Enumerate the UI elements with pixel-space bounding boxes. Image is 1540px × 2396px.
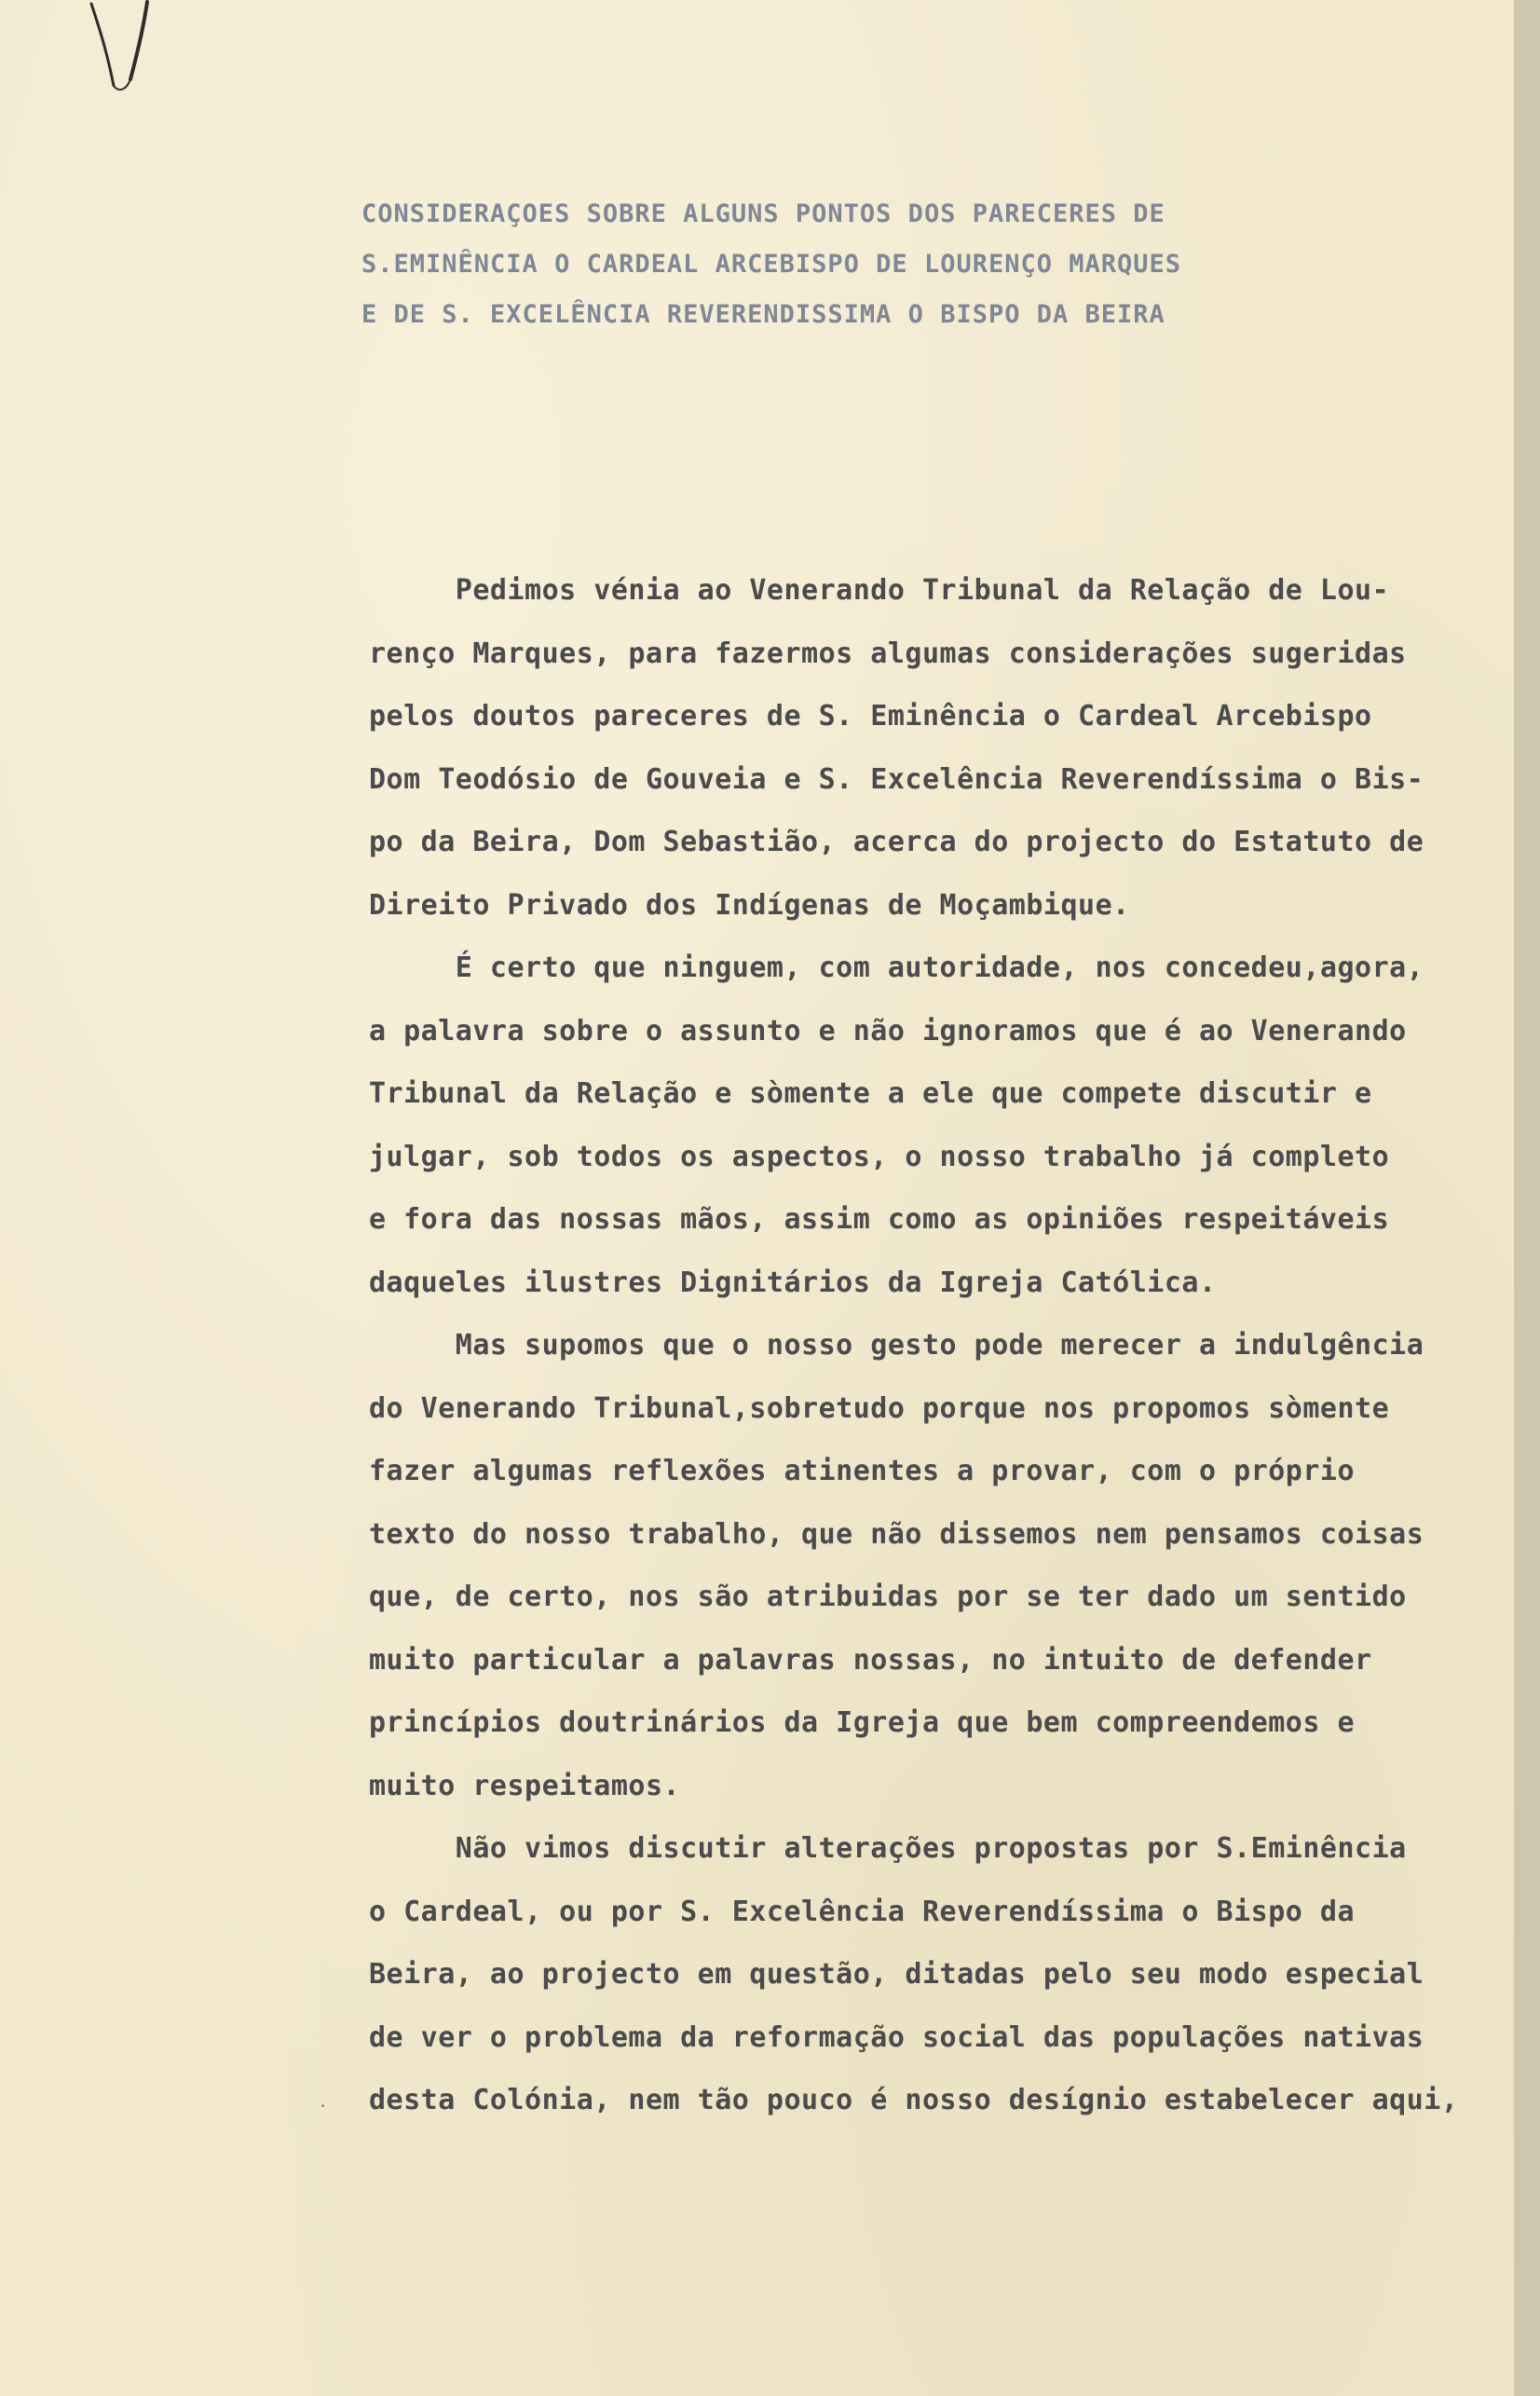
heading-line: CONSIDERAÇOES SOBRE ALGUNS PONTOS DOS PARECERES DE	[361, 199, 1165, 228]
body-line: Direito Privado dos Indígenas de Moçambique.	[369, 888, 1130, 922]
heading-line: E DE S. EXCELÊNCIA REVERENDISSIMA O BISPO DA BEIRA	[361, 300, 1165, 329]
body-line: e fora das nossas mãos, assim como as opiniões respeitáveis	[369, 1203, 1390, 1236]
background-edge	[1514, 0, 1540, 2396]
body-line: que, de certo, nos são atribuidas por se ter dado um sentido	[369, 1581, 1407, 1613]
body-line: julgar, sob todos os aspectos, o nosso trabalho já completo	[369, 1140, 1390, 1173]
body-line: o Cardeal, ou por S. Excelência Reverendíssima o Bispo da	[369, 1895, 1356, 1928]
document-heading	[361, 189, 1414, 340]
body-line: Pedimos vénia ao Venerando Tribunal da Relação de Lou-	[369, 574, 1390, 607]
ink-speck	[321, 2104, 324, 2107]
body-line: princípios doutrinários da Igreja que bem compreendemos e	[369, 1706, 1356, 1739]
body-line: pelos doutos pareceres de S. Eminência o Cardeal Arcebispo	[369, 700, 1372, 732]
body-line: do Venerando Tribunal,sobretudo porque nos propomos sòmente	[369, 1391, 1390, 1425]
body-line: Beira, ao projecto em questão, ditadas pelo seu modo especial	[369, 1958, 1424, 1991]
body-line: daqueles ilustres Dignitários da Igreja Católica.	[369, 1266, 1217, 1299]
body-line: muito respeitamos.	[369, 1769, 681, 1802]
body-line: fazer algumas reflexões atinentes a provar, com o próprio	[369, 1455, 1356, 1487]
body-line: Tribunal da Relação e sòmente a ele que compete discutir e	[369, 1077, 1372, 1110]
body-line: texto do nosso trabalho, que não dissemos nem pensamos coisas	[369, 1517, 1424, 1551]
body-line: a palavra sobre o assunto e não ignoramos que é ao Venerando	[369, 1014, 1407, 1047]
document-body	[369, 559, 1524, 2132]
body-line: Mas supomos que o nosso gesto pode merecer a indulgência	[369, 1329, 1424, 1362]
body-line: Dom Teodósio de Gouveia e S. Excelência Reverendíssima o Bis-	[369, 762, 1424, 796]
body-line: po da Beira, Dom Sebastião, acerca do projecto do Estatuto de	[369, 826, 1424, 858]
body-line: É certo que ninguem, com autoridade, nos concedeu,agora,	[369, 952, 1424, 984]
body-line: muito particular a palavras nossas, no intuito de defender	[369, 1643, 1372, 1677]
body-line: desta Colónia, nem tão pouco é nosso desígnio estabelecer aqui,	[369, 2084, 1459, 2116]
body-line: Não vimos discutir alterações propostas por S.Eminência	[369, 1832, 1407, 1865]
staple-mark-icon	[82, 0, 166, 103]
heading-line: S.EMINÊNCIA O CARDEAL ARCEBISPO DE LOURENÇO MARQUES	[361, 250, 1182, 279]
body-line: de ver o problema da reformação social das populações nativas	[369, 2020, 1424, 2054]
body-line: renço Marques, para fazermos algumas considerações sugeridas	[369, 637, 1407, 670]
